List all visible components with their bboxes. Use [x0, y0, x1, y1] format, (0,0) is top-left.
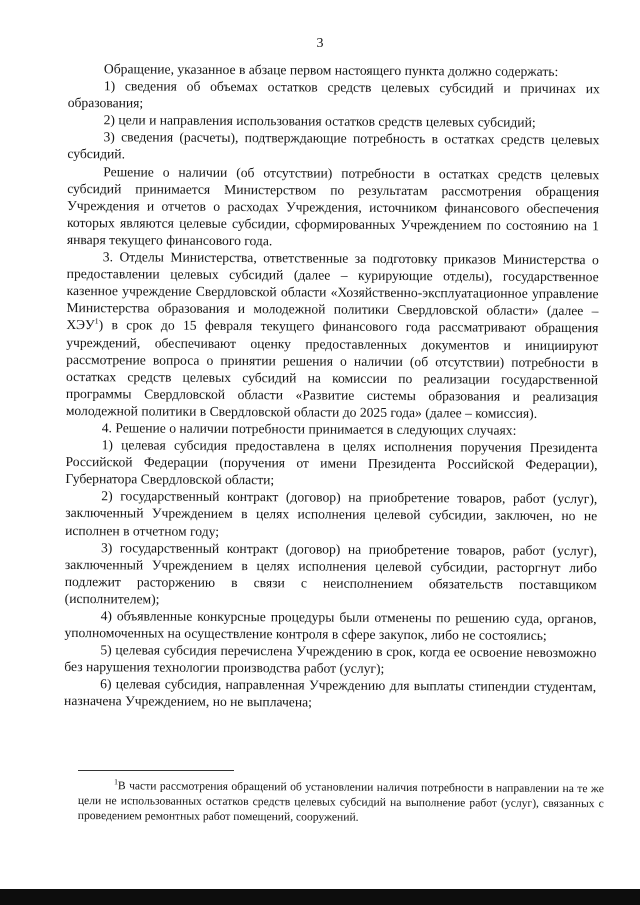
footnote-divider [78, 770, 234, 771]
document-body [64, 60, 600, 713]
list-item: 3) государственный контракт (договор) на приобретение товаров, работ (услуг), заключенный Учреждением в целях исполнения целевой субсидии, расторгнут либо подлежит расторжению в связи с неисполнением обязательств поставщиком (исполнителем); [64, 539, 598, 607]
paragraph: Обращение, указанное в абзаце первом настоящего пункта должно содержать: [103, 61, 559, 79]
page-number: 3 [316, 36, 324, 51]
paragraph: Решение о наличии (об отсутствии) потребности в остатках средств целевых субсидий принимается Министерством по результатам рассмотрения обращения Учреждения и отчетов о расходах Учреждения, источником финансового обеспечения которых являются целевые субсидии, сформированных Учреждением по состоянию на 1 января текущего финансового года. [66, 163, 600, 249]
scan-edge [0, 889, 640, 905]
list-item: 1) сведения об объемах остатков средств целевых субсидий и причинах их образования; [67, 78, 600, 111]
footnote-marker: 1 [113, 777, 119, 787]
list-item: 1) целевая субсидия предоставлена в целях исполнения поручения Президента Российской Федерации (поручения от имени Президента Российской Федерации), Губернатора Свердловской области; [65, 437, 598, 488]
section-3-rest: ) в срок до 15 февраля текущего финансового года рассматривают обращения учреждений, обеспечивают оценку предоставленных документов и инициируют рассмотрение вопроса о принятии решения о наличии (об отсутствии) потребности в остатках средств целевых субсидий на комиссии по реализации государственной программы Свердловской области «Развитие системы образования и реализация молодежной политики в Свердловской области до 2025 года» (далее – комиссия). [65, 317, 599, 421]
footnote-text: В части рассмотрения обращений об установлении наличия потребности в направлении на те же цели не использованных остатков средств целевых субсидий на выполнение работ (услуг), связанных с проведением ремонтных работ помещений, сооружений. [77, 779, 604, 824]
list-item: 5) целевая субсидия перечислена Учреждению в срок, когда ее освоение невозможно без нарушения технологии производства работ (услуг); [64, 642, 597, 677]
list-item: 3) сведения (расчеты), подтверждающие потребность в остатках средств целевых субсидий. [67, 129, 600, 162]
list-item: 6) целевая субсидия, направленная Учреждению для выплаты стипендии студентам, назначена Учреждением, но не выплачена; [64, 676, 597, 710]
footnote [78, 778, 604, 826]
list-item: 2) государственный контракт (договор) на приобретение товаров, работ (услуг), заключенный Учреждением в целях исполнения целевой субсидии, заключен, но не исполнен в отчетном году; [65, 488, 598, 539]
list-item: 2) цели и направления использования остатков средств целевых субсидий; [103, 112, 536, 131]
section-3-paragraph [66, 248, 599, 422]
section-3-intro: 3. Отделы Министерства, ответственные за подготовку приказов Министерства о предоставлении целевых субсидий (далее – курирующие отделы), государственное казенное учреждение Свердловской области «Хозяйственно-эксплуатационное управление Министерства образования и молодежной политики Свердловской области» (далее – ХЭУ [66, 249, 599, 333]
footnote-reference[interactable]: 1 [94, 317, 99, 327]
list-item: 4) объявленные конкурсные процедуры были отменены по решению суда, органов, уполномоченных на осуществление контроля в сфере закупок, либо не состоялись; [64, 608, 597, 644]
section-4-intro: 4. Решение о наличии потребности принимается в следующих случаях: [101, 420, 517, 438]
